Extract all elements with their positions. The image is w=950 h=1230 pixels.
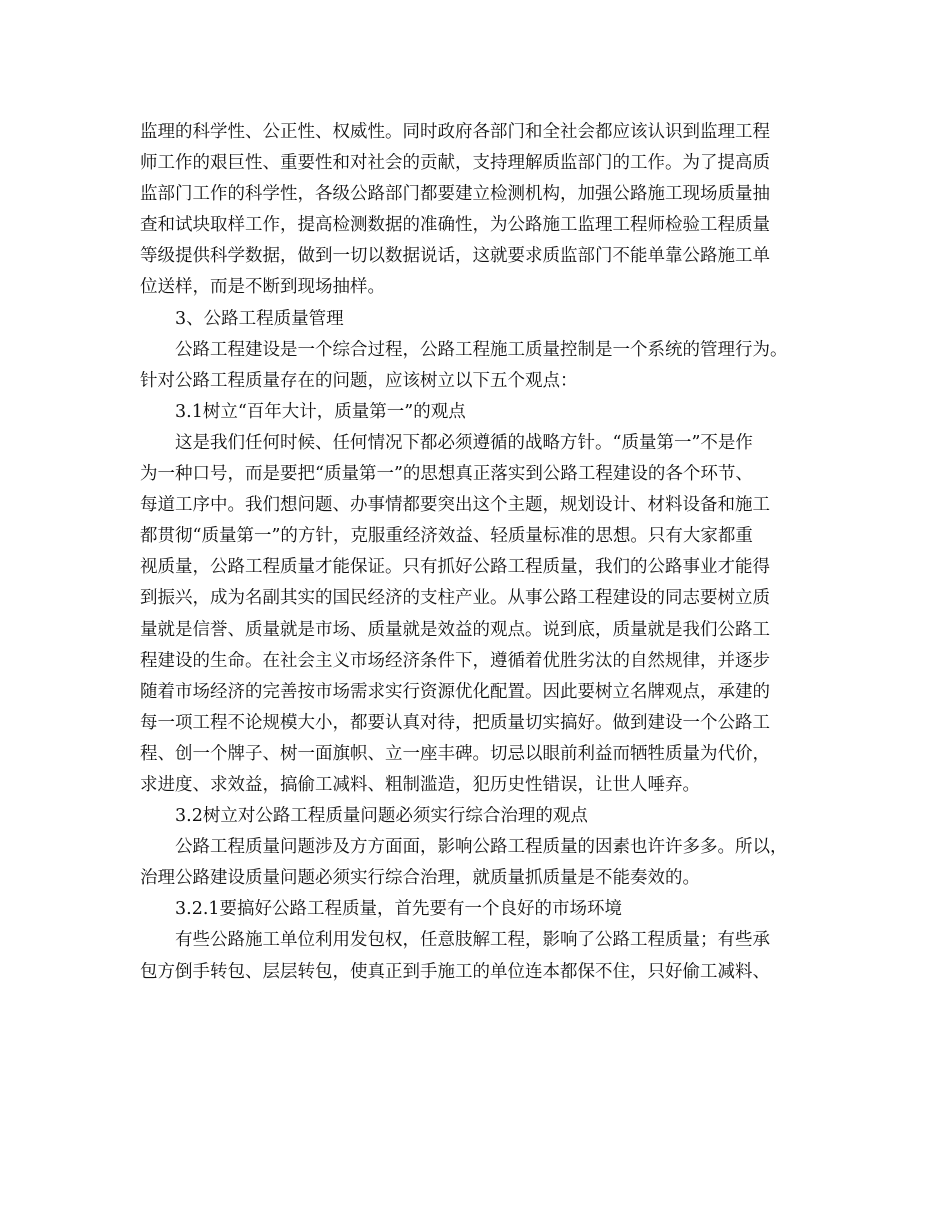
text-line: 3.2树立对公路工程质量问题必须实行综合治理的观点 [175,806,588,827]
text-line: 3、公路工程质量管理 [175,308,344,329]
text-line: 求进度、求效益，搞偷工减料、粗制滥造，犯历史性错误，让世人唾弃。 [140,774,700,795]
text-line: 3.2.1要搞好公路工程质量，首先要有一个良好的市场环境 [175,899,623,920]
text-line: 师工作的艰巨性、重要性和对社会的贡献，支持理解质监部门的工作。为了提高质 [140,153,770,174]
text-line: 查和试块取样工作，提高检测数据的准确性，为公路施工监理工程师检验工程质量 [140,215,770,236]
text-line: 监理的科学性、公正性、权威性。同时政府各部门和全社会都应该认识到监理工程 [140,122,770,142]
text-line: 为一种口号，而是要把“质量第一”的思想真正落实到公路工程建设的各个环节、 [140,464,753,485]
text-line: 治理公路建设质量问题必须实行综合治理，就质量抓质量是不能奏效的。 [140,868,700,889]
text-line: 包方倒手转包、层层转包，使真正到手施工的单位连本都保不住，只好偷工减料、 [140,961,770,982]
text-line: 都贯彻“质量第一”的方针，克服重经济效益、轻质量标准的思想。只有大家都重 [140,526,753,547]
text-line: 视质量，公路工程质量才能保证。只有抓好公路工程质量，我们的公路事业才能得 [140,557,770,578]
text-line: 有些公路施工单位利用发包权，任意肢解工程，影响了公路工程质量；有些承 [175,930,770,951]
text-line: 公路工程质量问题涉及方方面面，影响公路工程质量的因素也许许多多。所以， [175,837,788,858]
text-line: 随着市场经济的完善按市场需求实行资源优化配置。因此要树立名牌观点，承建的 [140,681,770,702]
text-line: 程建设的生命。在社会主义市场经济条件下，遵循着优胜劣汰的自然规律，并逐步 [140,650,770,671]
text-line: 等级提供科学数据，做到一切以数据说话，这就要求质监部门不能单靠公路施工单 [140,246,770,267]
text-line: 量就是信誉、质量就是市场、质量就是效益的观点。说到底，质量就是我们公路工 [140,619,770,640]
text-line: 3.1树立“百年大计，质量第一”的观点 [175,401,466,422]
text-line: 每一项工程不论规模大小，都要认真对待，把质量切实搞好。做到建设一个公路工 [140,712,770,733]
text-line: 监部门工作的科学性，各级公路部门都要建立检测机构，加强公路施工现场质量抽 [140,184,770,205]
text-line: 每道工序中。我们想问题、办事情都要突出这个主题，规划设计、材料设备和施工 [140,495,770,516]
text-line: 程、创一个牌子、树一面旗帜、立一座丰碑。切忌以眼前利益而牺牲质量为代价， [140,743,770,764]
text-line: 位送样，而是不断到现场抽样。 [140,277,385,298]
text-line: 这是我们任何时候、任何情况下都必须遵循的战略方针。“质量第一”不是作 [175,432,753,453]
body-text [140,117,820,988]
text-line: 到振兴，成为名副其实的国民经济的支柱产业。从事公路工程建设的同志要树立质 [140,588,770,609]
text-line: 针对公路工程质量存在的问题，应该树立以下五个观点： [140,370,578,391]
text-line: 公路工程建设是一个综合过程，公路工程施工质量控制是一个系统的管理行为。 [175,339,788,360]
